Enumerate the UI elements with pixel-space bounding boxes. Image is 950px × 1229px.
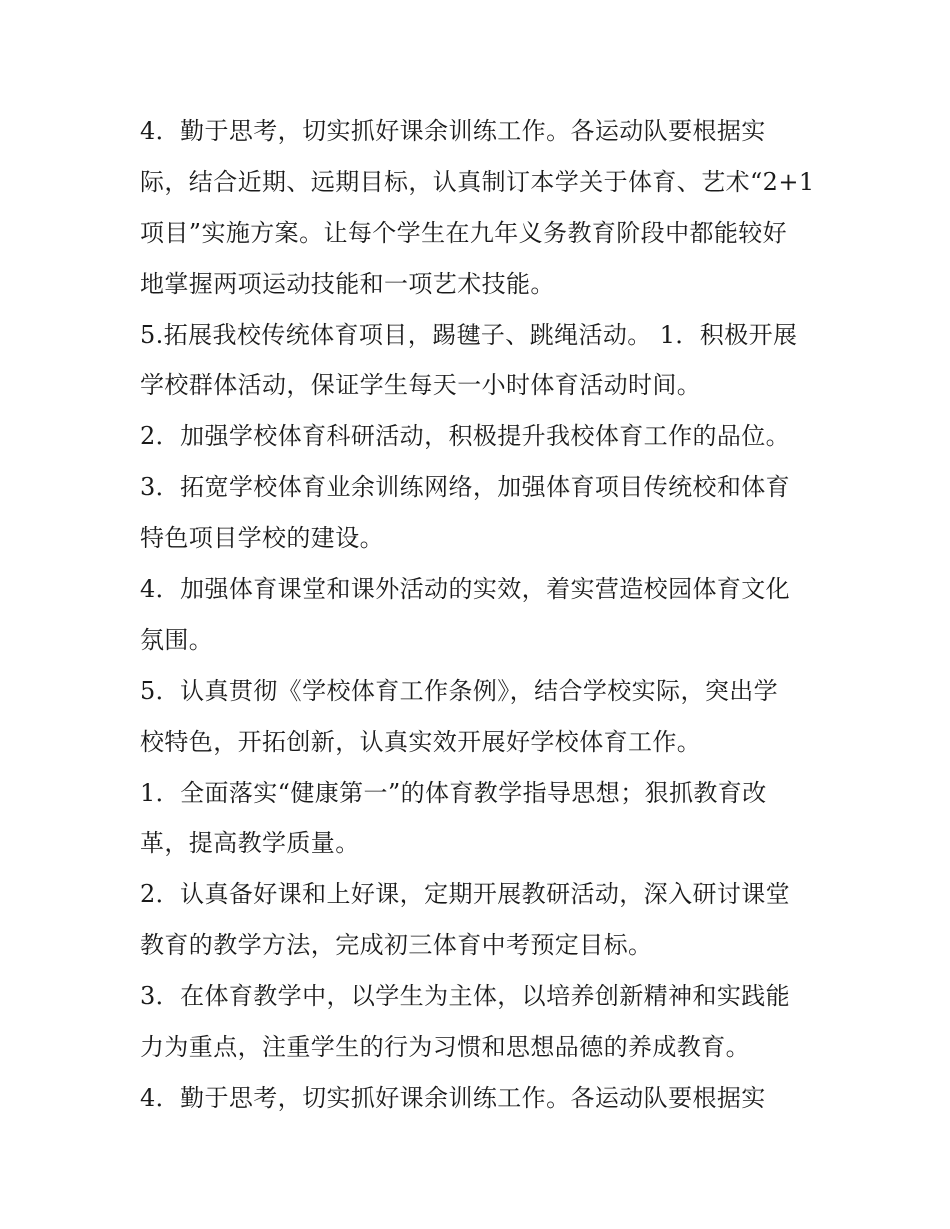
text-line-15: 革，提高教学质量。 xyxy=(140,829,360,858)
text-line-12: 5．认真贯彻《学校体育工作条例》，结合学校实际，突出学 xyxy=(140,676,779,705)
text-line-11: 氛围。 xyxy=(140,625,214,654)
text-line-2: 际，结合近期、远期目标，认真制订本学关于体育、艺术“2+1 xyxy=(140,167,815,196)
text-line-3: 项目”实施方案。让每个学生在九年义务教育阶段中都能较好 xyxy=(140,218,788,247)
text-line-9: 特色项目学校的建设。 xyxy=(140,524,384,553)
text-line-7: 2．加强学校体育科研活动，积极提升我校体育工作的品位。 xyxy=(140,422,791,451)
text-line-17: 教育的教学方法，完成初三体育中考预定目标。 xyxy=(140,931,653,960)
text-line-16: 2．认真备好课和上好课，定期开展教研活动，深入研讨课堂 xyxy=(140,880,791,909)
text-line-4: 地掌握两项运动技能和一项艺术技能。 xyxy=(140,269,555,298)
text-line-6: 学校群体活动，保证学生每天一小时体育活动时间。 xyxy=(140,371,702,400)
text-line-14: 1．全面落实“健康第一”的体育教学指导思想；狠抓教育改 xyxy=(140,778,767,807)
document-body xyxy=(140,106,820,1124)
text-line-10: 4．加强体育课堂和课外活动的实效，着实营造校园体育文化 xyxy=(140,575,791,604)
text-line-20: 4．勤于思考，切实抓好课余训练工作。各运动队要根据实 xyxy=(140,1083,766,1112)
text-line-5: 5.拓展我校传统体育项目，踢毽子、跳绳活动。 1．积极开展 xyxy=(140,320,798,349)
text-line-13: 校特色，开拓创新，认真实效开展好学校体育工作。 xyxy=(140,727,702,756)
text-line-1: 4．勤于思考，切实抓好课余训练工作。各运动队要根据实 xyxy=(140,117,766,145)
text-line-18: 3．在体育教学中，以学生为主体，以培养创新精神和实践能 xyxy=(140,982,791,1011)
text-line-8: 3．拓宽学校体育业余训练网络，加强体育项目传统校和体育 xyxy=(140,473,791,502)
text-line-19: 力为重点，注重学生的行为习惯和思想品德的养成教育。 xyxy=(140,1033,750,1062)
